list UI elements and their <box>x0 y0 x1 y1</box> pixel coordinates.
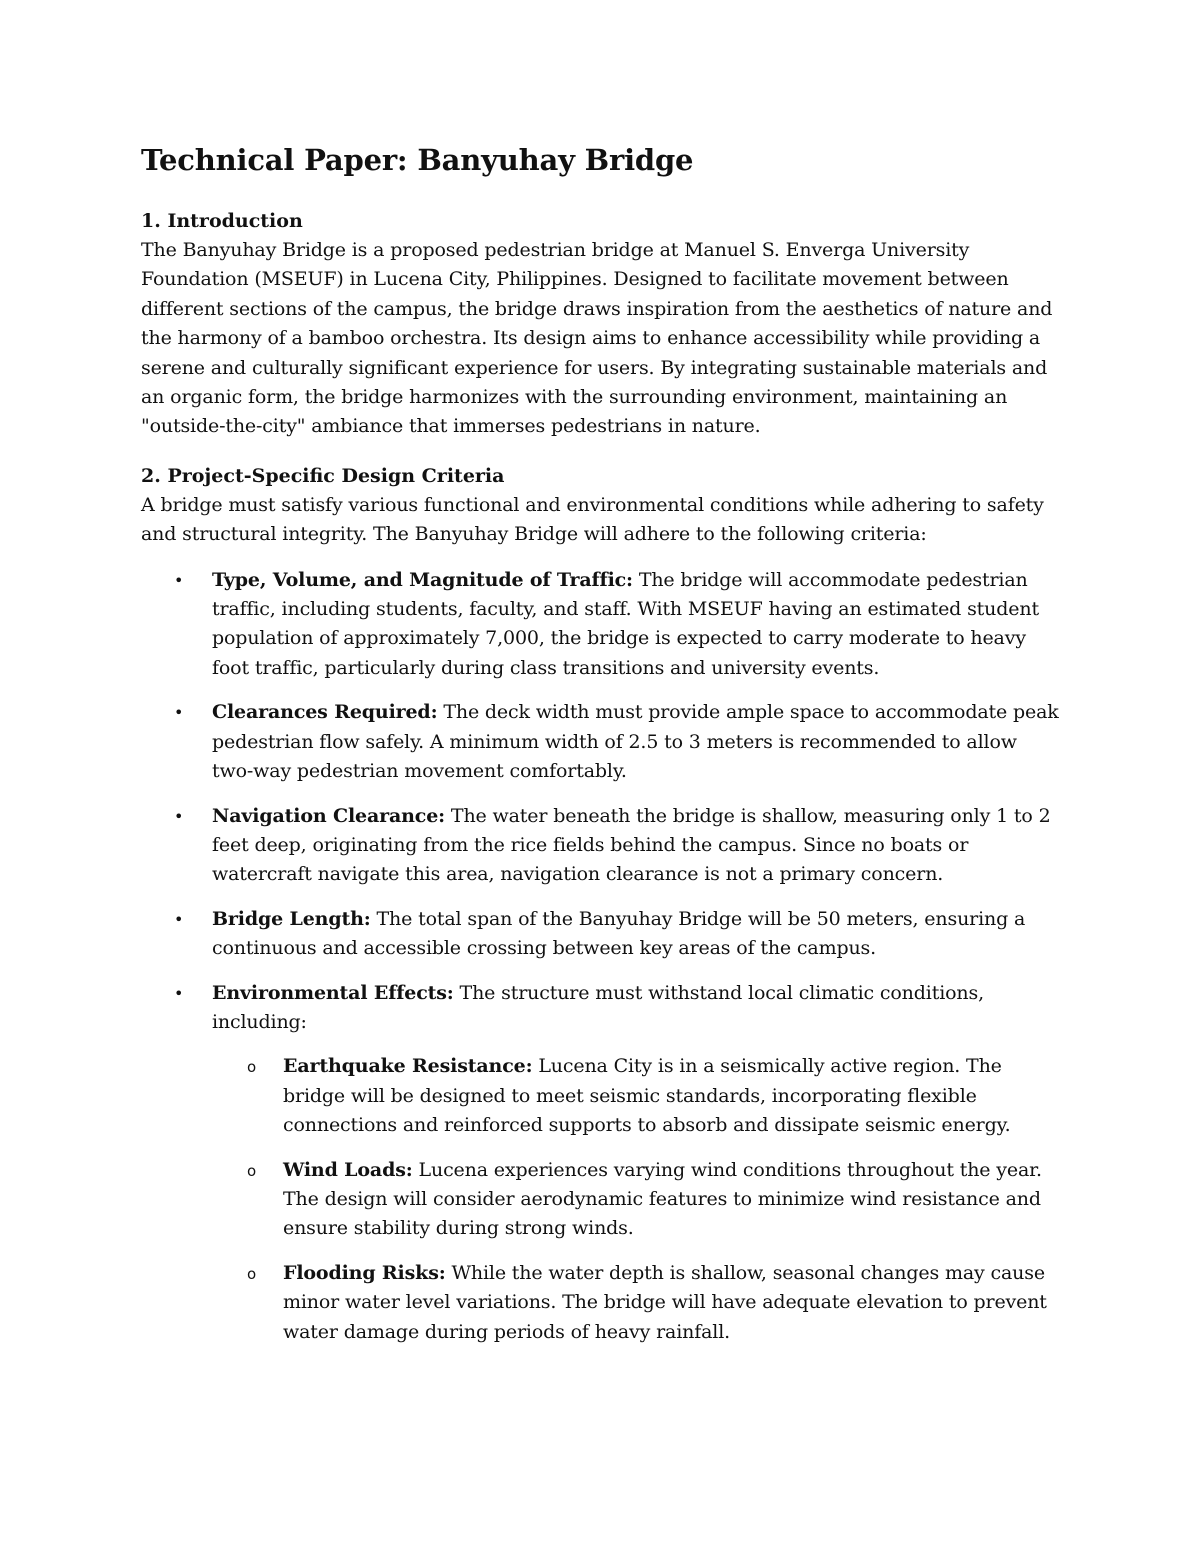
criteria-term: Bridge Length: <box>212 907 371 930</box>
criteria-term: Type, Volume, and Magnitude of Traffic: <box>212 568 633 591</box>
sub-criteria-text: Lucena City is in a seismically active region. The bridge will be designed to meet seismic standards, incorporating flexible connections and reinforced supports to absorb and dissipate seismic energy. <box>283 1055 1011 1137</box>
criteria-text: The structure must withstand local climatic conditions, including: <box>212 981 984 1033</box>
section-introduction <box>141 207 1061 442</box>
section-heading: 2. Project-Specific Design Criteria <box>141 464 505 487</box>
criteria-text: The total span of the Banyuhay Bridge will be 50 meters, ensuring a continuous and accessible crossing between key areas of the campus. <box>212 907 1026 960</box>
criteria-item <box>141 698 1061 786</box>
sub-criteria-item <box>212 1052 1061 1140</box>
criteria-term: Navigation Clearance: <box>212 804 446 827</box>
sub-criteria-item <box>212 1259 1061 1347</box>
criteria-text: The water beneath the bridge is shallow, measuring only 1 to 2 feet deep, originating from the rice fields behind the campus. Since no boats or watercraft navigate this area, navigation clearance is not a primary concern. <box>212 804 1051 886</box>
sub-criteria-term: Flooding Risks: <box>283 1261 446 1284</box>
section-paragraph: A bridge must satisfy various functional and environmental conditions while adhering to safety and structural integrity. The Banyuhay Bridge will adhere to the following criteria: <box>141 493 1044 546</box>
criteria-list <box>141 566 1061 1347</box>
bullet-icon: • <box>174 983 184 1003</box>
sub-criteria-list <box>212 1052 1061 1347</box>
criteria-item <box>141 802 1061 890</box>
criteria-item <box>141 566 1061 684</box>
criteria-term: Clearances Required: <box>212 701 438 724</box>
sub-criteria-item <box>212 1156 1061 1244</box>
bullet-icon: • <box>174 806 184 826</box>
bullet-icon: • <box>174 703 184 723</box>
sub-criteria-text: Lucena experiences varying wind conditions throughout the year. The design will consider aerodynamic features to minimize wind resistance and ensure stability during strong winds. <box>283 1158 1042 1240</box>
bullet-icon: • <box>174 570 184 590</box>
document-body <box>141 140 1061 1367</box>
criteria-item <box>141 905 1061 964</box>
sub-criteria-term: Wind Loads: <box>283 1158 413 1181</box>
criteria-text: The bridge will accommodate pedestrian traffic, including students, faculty, and staff. With MSEUF having an estimated student population of approximately 7,000, the bridge is expected to carry moderate to heavy foot traffic, particularly during class transitions and university events. <box>212 568 1039 679</box>
criteria-term: Environmental Effects: <box>212 981 454 1004</box>
criteria-item <box>141 979 1061 1347</box>
section-paragraph: The Banyuhay Bridge is a proposed pedestrian bridge at Manuel S. Enverga University Foundation (MSEUF) in Lucena City, Philippines. Designed to facilitate movement between different sections of the campus, the bridge draws inspiration from the aesthetics of nature and the harmony of a bamboo orchestra. Its design aims to enhance accessibility while providing a serene and culturally significant experience for users. By integrating sustainable materials and an organic form, the bridge harmonizes with the surrounding environment, maintaining an "outside-the-city" ambiance that immerses pedestrians in nature. <box>141 239 1053 438</box>
circle-bullet-icon: o <box>247 1058 257 1077</box>
sub-criteria-text: While the water depth is shallow, seasonal changes may cause minor water level variations. The bridge will have adequate elevation to prevent water damage during periods of heavy rainfall. <box>283 1261 1047 1343</box>
criteria-text: The deck width must provide ample space to accommodate peak pedestrian flow safely. A minimum width of 2.5 to 3 meters is recommended to allow two-way pedestrian movement comfortably. <box>212 701 1059 783</box>
bullet-icon: • <box>174 909 184 929</box>
document-title: Technical Paper: Banyuhay Bridge <box>141 143 694 177</box>
sub-criteria-term: Earthquake Resistance: <box>283 1055 533 1078</box>
section-design-criteria <box>141 462 1061 1347</box>
section-heading: 1. Introduction <box>141 210 303 232</box>
circle-bullet-icon: o <box>247 1264 257 1283</box>
circle-bullet-icon: o <box>247 1161 257 1180</box>
